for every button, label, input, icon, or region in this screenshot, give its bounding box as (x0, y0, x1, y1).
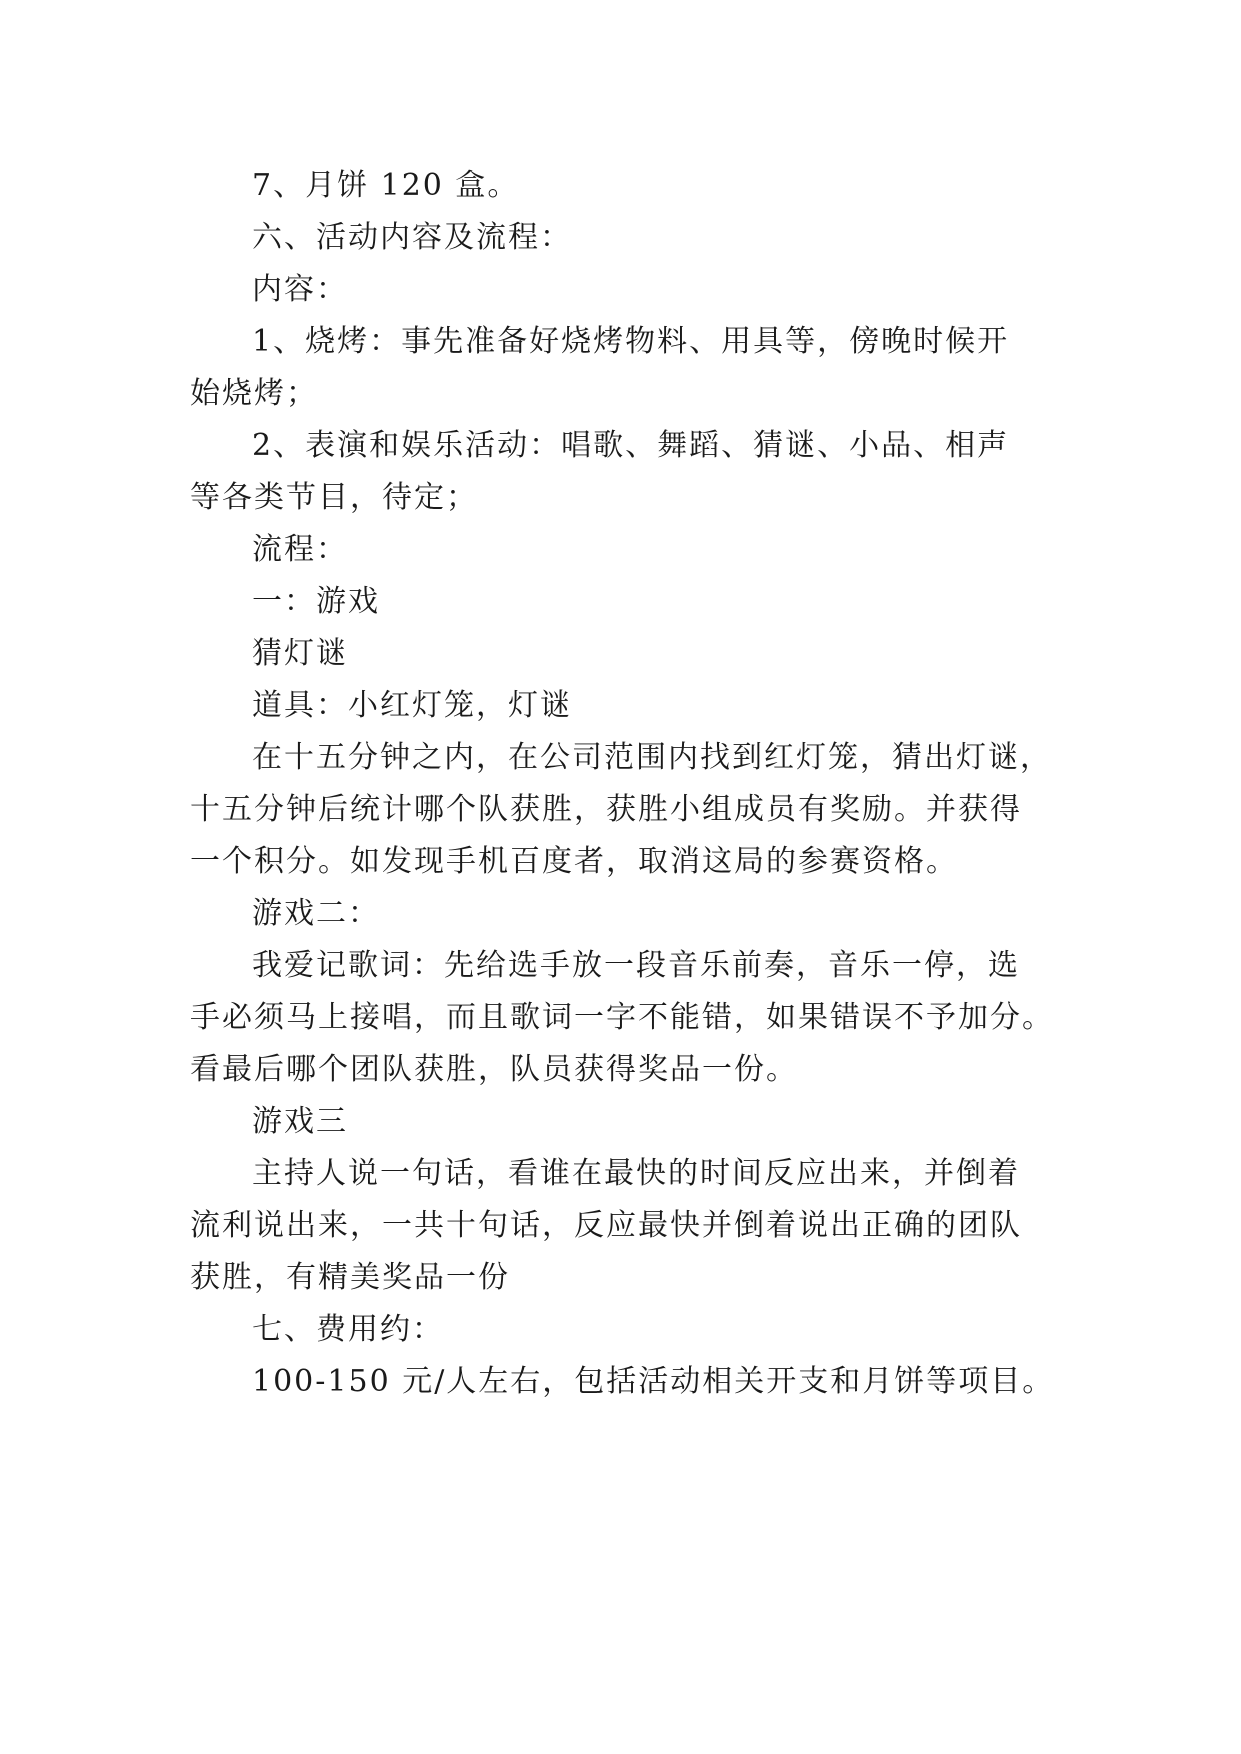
section-heading: 七、费用约： (252, 1312, 444, 1347)
text-line: 看最后哪个团队获胜，队员获得奖品一份。 (190, 1052, 798, 1087)
text-line: 十五分钟后统计哪个队获胜，获胜小组成员有奖励。并获得 (190, 792, 1022, 827)
text-line: 获胜，有精美奖品一份 (190, 1260, 510, 1295)
text-line: 始烧烤； (190, 376, 318, 411)
section-heading: 六、活动内容及流程： (252, 220, 572, 255)
text-line: 手必须马上接唱，而且歌词一字不能错，如果错误不予加分。 (190, 1000, 1054, 1035)
text-line: 游戏三 (252, 1104, 348, 1139)
text-line: 2、表演和娱乐活动：唱歌、舞蹈、猜谜、小品、相声 (252, 428, 1010, 463)
text-line: 在十五分钟之内，在公司范围内找到红灯笼，猜出灯谜， (252, 740, 1052, 775)
text-line: 游戏二： (252, 896, 380, 931)
text-line: 主持人说一句话，看谁在最快的时间反应出来，并倒着 (252, 1156, 1020, 1191)
text-line: 道具：小红灯笼，灯谜 (252, 688, 572, 723)
subheading: 内容： (252, 272, 348, 307)
text-line: 一个积分。如发现手机百度者，取消这局的参赛资格。 (190, 844, 958, 879)
text-line: 等各类节目，待定； (190, 480, 478, 515)
text-line: 1、烧烤：事先准备好烧烤物料、用具等，傍晚时候开 (252, 324, 1010, 359)
text-line: 猜灯谜 (252, 636, 348, 671)
text-line: 我爱记歌词：先给选手放一段音乐前奏，音乐一停，选 (252, 948, 1020, 983)
text-line: 流利说出来，一共十句话，反应最快并倒着说出正确的团队 (190, 1208, 1022, 1243)
text-line: 100-150 元/人左右，包括活动相关开支和月饼等项目。 (252, 1364, 1055, 1399)
text-line: 7、月饼 120 盒。 (252, 168, 520, 203)
text-line: 一：游戏 (252, 584, 380, 619)
subheading: 流程： (252, 532, 348, 567)
